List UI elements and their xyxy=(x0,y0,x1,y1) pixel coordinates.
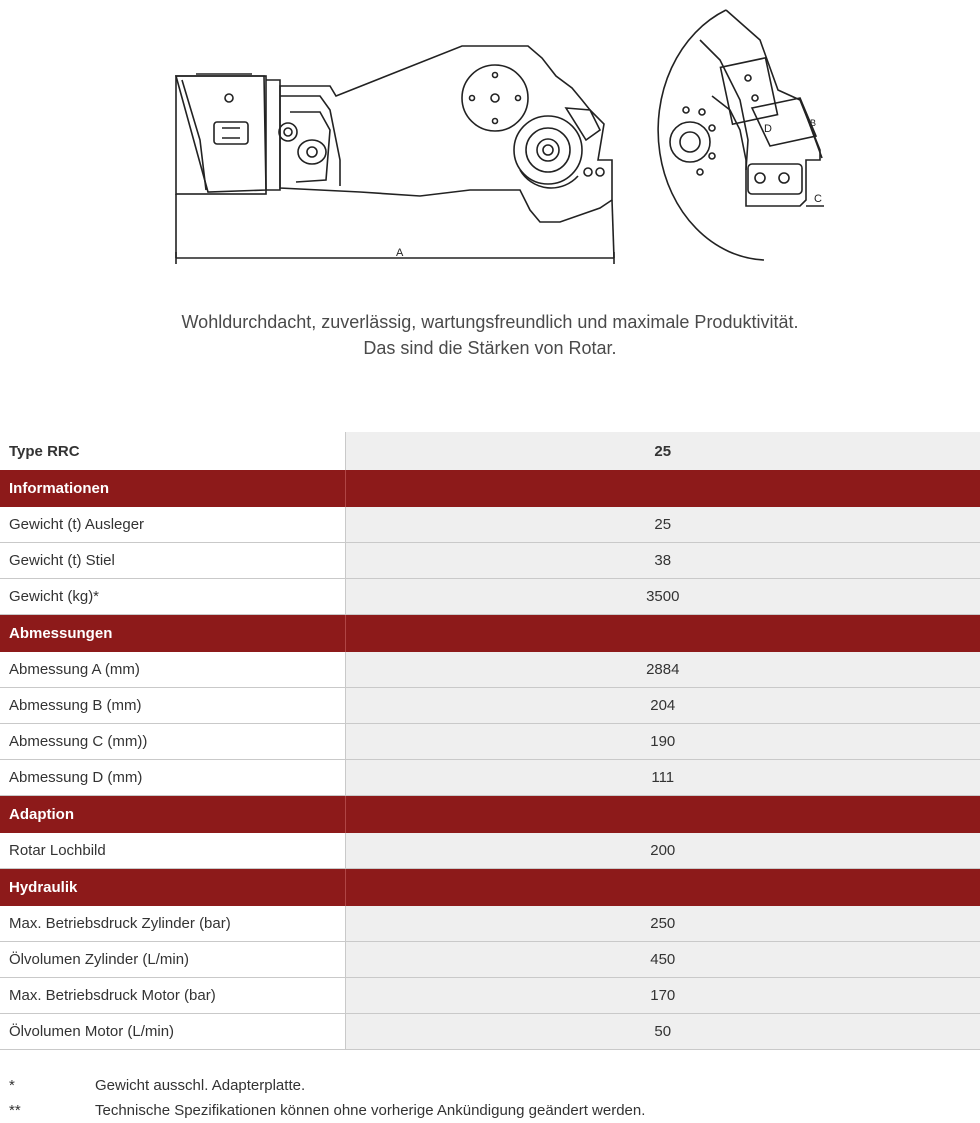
row-label: Abmessung D (mm) xyxy=(0,760,345,796)
table-row xyxy=(0,906,980,942)
row-value: 111 xyxy=(345,760,980,796)
table-header-row xyxy=(0,432,980,470)
type-value: 25 xyxy=(345,432,980,470)
footnote-text: Technische Spezifikationen können ohne vorherige Ankündigung geändert werden. xyxy=(95,1102,646,1119)
section-header-informationen xyxy=(0,470,980,507)
table-row xyxy=(0,760,980,796)
row-value: 204 xyxy=(345,688,980,724)
row-value: 170 xyxy=(345,978,980,1014)
section-title: Adaption xyxy=(0,796,345,834)
footnote xyxy=(0,1098,980,1123)
row-value: 190 xyxy=(345,724,980,760)
row-label: Abmessung A (mm) xyxy=(0,652,345,688)
row-label: Gewicht (t) Ausleger xyxy=(0,507,345,543)
table-row xyxy=(0,543,980,579)
row-label: Max. Betriebsdruck Motor (bar) xyxy=(0,978,345,1014)
row-value: 2884 xyxy=(345,652,980,688)
intro-line-1: Wohldurchdacht, zuverlässig, wartungsfreundlich und maximale Produktivität. xyxy=(181,312,799,332)
table-row xyxy=(0,942,980,978)
dimension-c-label: C xyxy=(814,193,822,205)
row-label: Gewicht (t) Stiel xyxy=(0,543,345,579)
section-header-hydraulik xyxy=(0,869,980,907)
footnotes xyxy=(0,1073,980,1123)
row-value: 25 xyxy=(345,507,980,543)
row-label: Rotar Lochbild xyxy=(0,833,345,869)
row-label: Abmessung B (mm) xyxy=(0,688,345,724)
dimension-b-label: B xyxy=(810,118,817,128)
row-label: Max. Betriebsdruck Zylinder (bar) xyxy=(0,906,345,942)
footnote-text: Gewicht ausschl. Adapterplatte. xyxy=(95,1077,306,1094)
table-row xyxy=(0,652,980,688)
footnote xyxy=(0,1073,980,1098)
type-label: Type RRC xyxy=(0,432,345,470)
row-value: 450 xyxy=(345,942,980,978)
table-row xyxy=(0,579,980,615)
section-header-abmessungen xyxy=(0,615,980,653)
table-row xyxy=(0,724,980,760)
table-row xyxy=(0,1014,980,1050)
dimension-d-label: D xyxy=(764,123,772,135)
section-header-adaption xyxy=(0,796,980,834)
row-label: Ölvolumen Motor (L/min) xyxy=(0,1014,345,1050)
section-title: Abmessungen xyxy=(0,615,345,653)
footnote-mark: ** xyxy=(9,1102,21,1119)
dimension-a-label: A xyxy=(396,247,404,259)
technical-drawing xyxy=(0,0,980,280)
row-label: Ölvolumen Zylinder (L/min) xyxy=(0,942,345,978)
section-title: Informationen xyxy=(0,470,345,507)
section-title: Hydraulik xyxy=(0,869,345,907)
table-row xyxy=(0,688,980,724)
intro-text xyxy=(0,309,980,361)
footnote-mark: * xyxy=(9,1077,15,1094)
row-value: 38 xyxy=(345,543,980,579)
table-row xyxy=(0,978,980,1014)
row-label: Gewicht (kg)* xyxy=(0,579,345,615)
row-value: 3500 xyxy=(345,579,980,615)
spec-table xyxy=(0,432,980,1050)
row-value: 250 xyxy=(345,906,980,942)
row-label: Abmessung C (mm)) xyxy=(0,724,345,760)
row-value: 200 xyxy=(345,833,980,869)
intro-line-2: Das sind die Stärken von Rotar. xyxy=(363,338,617,358)
table-row xyxy=(0,833,980,869)
row-value: 50 xyxy=(345,1014,980,1050)
table-row xyxy=(0,507,980,543)
